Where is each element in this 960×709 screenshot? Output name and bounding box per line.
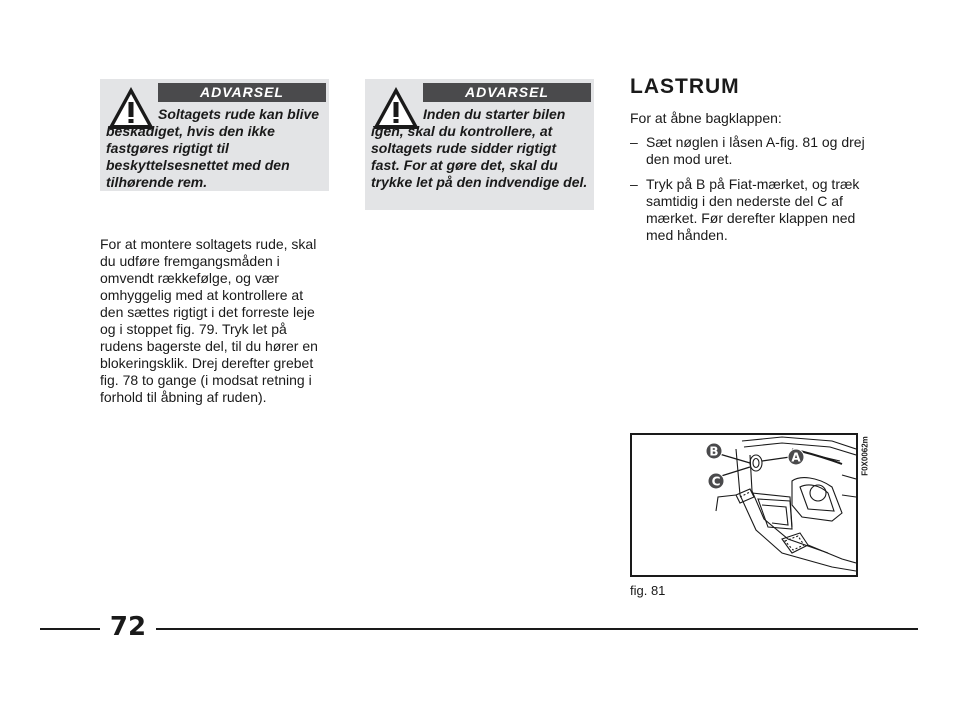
- warning-box-middle: [365, 79, 594, 210]
- figure-code-text: F0X0062m: [860, 436, 870, 476]
- list-dash: –: [630, 176, 638, 192]
- list-item: [630, 176, 865, 244]
- warning-rest: kontrollere, at soltagets rude sidder rigtigt fast. For at gøre det, skal du trykke let på den indvendige del.: [371, 123, 588, 190]
- page-number: 72: [109, 612, 147, 642]
- warning-label: ADVARSEL: [158, 83, 326, 102]
- list-item-text: Tryk på B på Fiat-mærket, og træk samtidig i den nederste del C af mærket. Før derefter klappen ned med hånden.: [646, 176, 860, 243]
- list-item: [630, 134, 865, 168]
- warning-lead: Inden du starter bilen igen, skal du: [371, 106, 566, 139]
- callout-b: [706, 443, 722, 459]
- callout-a-label: A: [791, 450, 801, 465]
- tailgate-illustration: [632, 435, 856, 575]
- figure-illustration: [630, 433, 858, 577]
- footer-rule-left: [40, 628, 100, 630]
- list-item-text: Sæt nøglen i låsen A-fig. 81 og drej den mod uret.: [646, 134, 865, 167]
- section-title: LASTRUM: [630, 75, 740, 98]
- warning-text: [371, 106, 588, 191]
- callout-c-label: C: [711, 474, 721, 489]
- figure-caption: fig. 81: [630, 583, 666, 598]
- warning-box-left: [100, 79, 329, 191]
- footer-rule-right: [156, 628, 918, 630]
- warning-label: ADVARSEL: [423, 83, 591, 102]
- list-dash: –: [630, 134, 638, 150]
- body-paragraph: For at montere soltagets rude, skal du udføre fremgangsmåden i omvendt rækkefølge, og vær omhyggelig med at kontrollere at den sættes rigtigt i det forreste leje og i stoppet fig. 79. Tryk let på rudens bagerste del, til du hører en blokeringsklik. Drej derefter grebet fig. 78 to gange (i modsat retning i forhold til åbning af ruden).: [100, 236, 318, 405]
- steps-list: [630, 134, 865, 252]
- warning-rest: ikke fastgøres rigtigt til beskyttelsesnettet med den tilhørende rem.: [106, 123, 290, 190]
- callout-a: [788, 449, 804, 465]
- section-intro: For at åbne bagklappen:: [630, 110, 782, 126]
- figure-code: [856, 430, 874, 482]
- warning-text: [106, 106, 323, 191]
- callout-b-label: B: [709, 444, 719, 459]
- warning-lead: Soltagets rude kan blive beskadiget, hvis den: [106, 106, 320, 139]
- callout-c: [708, 473, 724, 489]
